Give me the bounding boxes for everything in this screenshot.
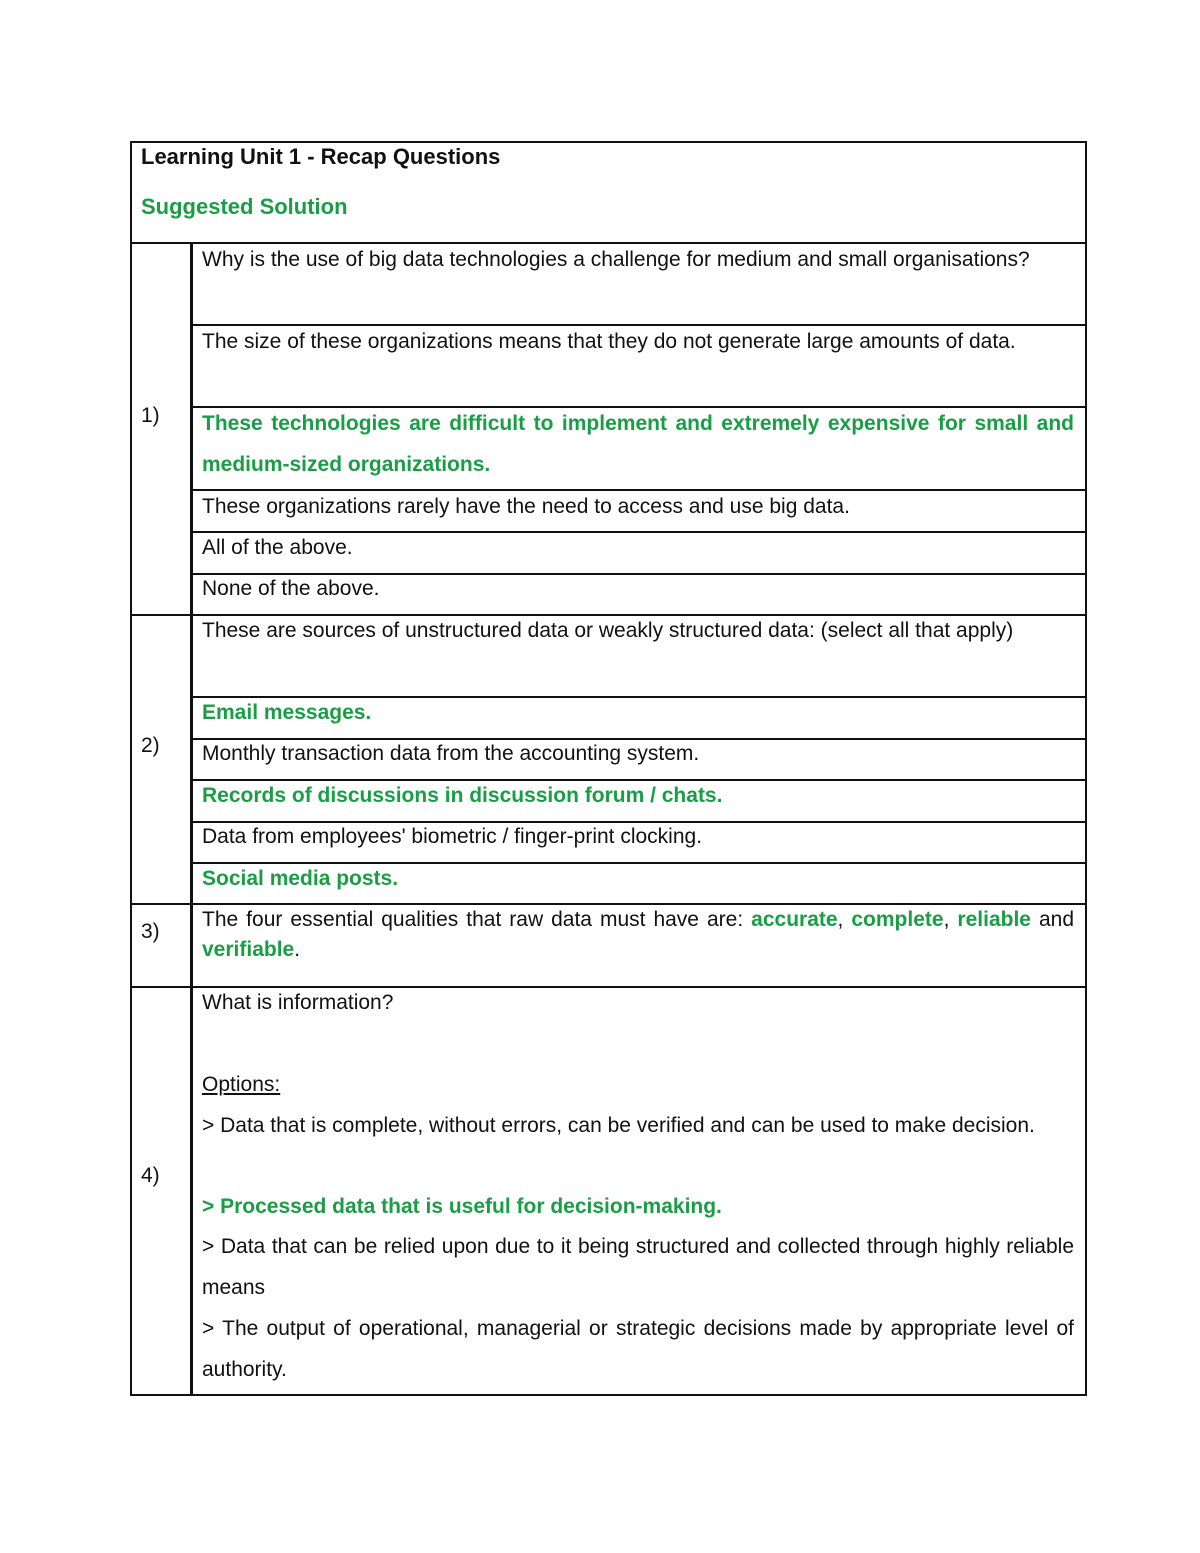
q4-option-2-correct: > Processed data that is useful for decision-making. (202, 1195, 722, 1218)
q1-option-2-correct: These technologies are difficult to implement and extremely expensive for small and medium-sized organizations. (202, 412, 1074, 476)
q2-option-1-correct: Email messages. (202, 701, 372, 724)
q4-option-4: > The output of operational, managerial or strategic decisions made by appropriate level of authority. (202, 1317, 1074, 1381)
q3-answer-verifiable: verifiable (202, 938, 295, 961)
question-number-2: 2) (141, 734, 160, 757)
q2-option-2: Monthly transaction data from the accounting system. (202, 742, 700, 765)
question-number-1: 1) (141, 404, 160, 427)
q2-option-5-correct: Social media posts. (202, 867, 399, 890)
question-2-text: These are sources of unstructured data or weakly structured data: (select all that apply) (202, 619, 1014, 642)
suggested-solution-label: Suggested Solution (141, 194, 348, 219)
q2-option-3-correct: Records of discussions in discussion forum / chats. (202, 784, 723, 807)
column-divider (190, 243, 193, 1395)
options-label: Options: (202, 1073, 281, 1096)
q3-answer-accurate: accurate (751, 908, 838, 931)
q3-separator: , (943, 908, 950, 931)
question-1-text: Why is the use of big data technologies a challenge for medium and small organisations? (202, 248, 1030, 271)
q2-option-4: Data from employees' biometric / finger-print clocking. (202, 825, 703, 848)
q3-answer-complete: complete (851, 908, 944, 931)
q4-option-1: > Data that is complete, without errors, can be verified and can be used to make decision. (202, 1114, 1035, 1137)
q3-prefix: The four essential qualities that raw data must have are: (202, 908, 752, 931)
q4-option-3: > Data that can be relied upon due to it being structured and collected through highly reliable means (202, 1235, 1074, 1299)
q1-option-1: The size of these organizations means that they do not generate large amounts of data. (202, 330, 1016, 353)
q3-answer-reliable: reliable (957, 908, 1031, 931)
question-4-text: What is information? (202, 991, 394, 1014)
question-number-3: 3) (141, 920, 160, 943)
question-number-4: 4) (141, 1164, 160, 1187)
page-title: Learning Unit 1 - Recap Questions (141, 144, 501, 169)
q1-option-3: These organizations rarely have the need to access and use big data. (202, 495, 850, 518)
q3-end: . (294, 938, 301, 961)
question-3-text (202, 900, 1074, 965)
q3-separator: , (837, 908, 852, 931)
q3-and: and (1030, 908, 1074, 931)
q1-option-4: All of the above. (202, 536, 353, 559)
q1-option-5: None of the above. (202, 577, 380, 600)
